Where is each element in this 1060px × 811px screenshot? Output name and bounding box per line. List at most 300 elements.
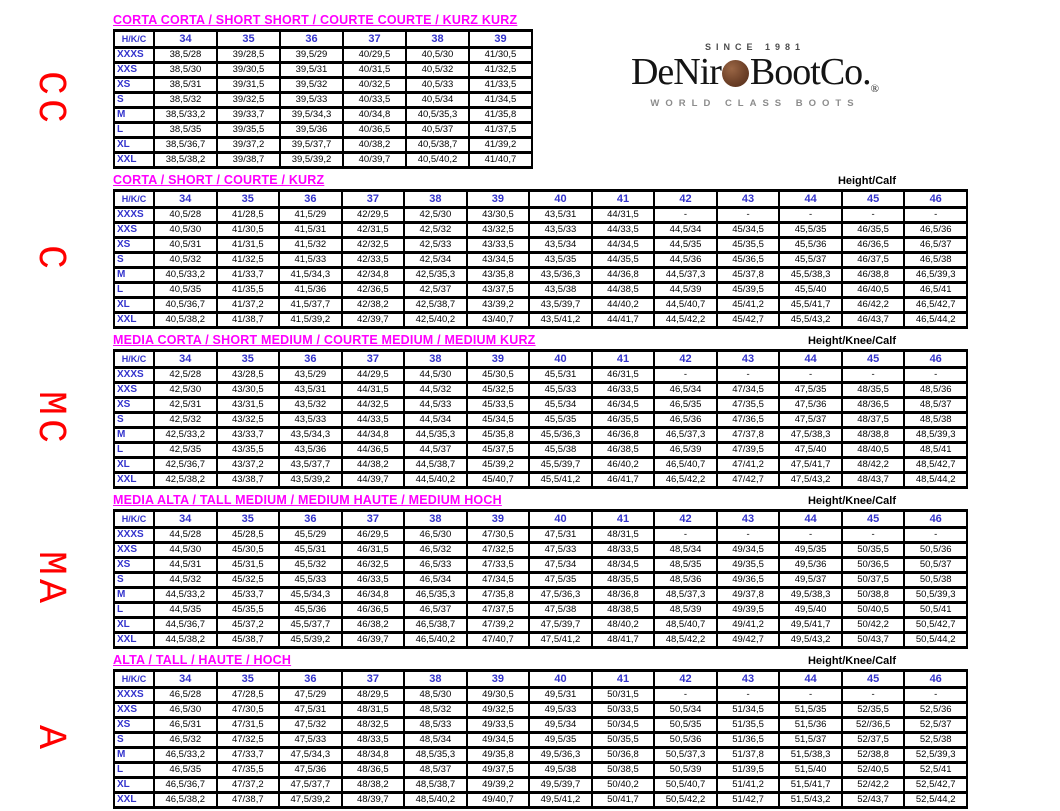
section-corta-corta xyxy=(27,11,968,169)
column-header: 40 xyxy=(529,511,592,528)
column-header: 42 xyxy=(654,511,717,528)
size-cell: 48/34,5 xyxy=(592,558,655,573)
size-cell: 48,5/30 xyxy=(404,688,467,703)
size-cell: 44,5/32 xyxy=(154,573,217,588)
size-cell: 41/37,2 xyxy=(217,298,280,313)
column-header: 45 xyxy=(842,351,905,368)
size-cell: 48/33,5 xyxy=(592,543,655,558)
row-label: XXL xyxy=(114,633,154,648)
size-cell: 48/31,5 xyxy=(592,528,655,543)
size-cell: 44,5/39 xyxy=(654,283,717,298)
size-cell: 43/37,2 xyxy=(217,458,280,473)
size-cell: 40,5/40,2 xyxy=(406,153,469,168)
size-cell: 46/31,5 xyxy=(592,368,655,383)
size-cell: 39,5/29 xyxy=(280,48,343,63)
row-label: XXS xyxy=(114,383,154,398)
size-cell: 43/28,5 xyxy=(217,368,280,383)
size-cell: 40,5/32 xyxy=(406,63,469,78)
column-header: 37 xyxy=(342,351,405,368)
size-cell: 48/36,8 xyxy=(592,588,655,603)
column-header: 46 xyxy=(904,511,967,528)
size-cell: 46,5/37 xyxy=(904,238,967,253)
size-cell: 45,5/32 xyxy=(279,558,342,573)
height-label: Height/Knee/Calf xyxy=(807,495,896,507)
size-cell: 51,5/37 xyxy=(779,733,842,748)
size-cell: 46,5/30 xyxy=(404,528,467,543)
size-table-c xyxy=(113,189,968,329)
size-cell: 50,5/34 xyxy=(654,703,717,718)
size-cell: 50,5/37 xyxy=(904,558,967,573)
size-cell: 47/28,5 xyxy=(217,688,280,703)
size-cell: 41/30,5 xyxy=(469,48,532,63)
size-cell: 47,5/29 xyxy=(279,688,342,703)
size-cell: 46,5/34 xyxy=(404,573,467,588)
column-header: 35 xyxy=(217,351,280,368)
size-cell: 52,5/38 xyxy=(904,733,967,748)
size-cell: 42,5/28 xyxy=(154,368,217,383)
size-cell: 40,5/34 xyxy=(406,93,469,108)
size-cell: 52,5/37 xyxy=(904,718,967,733)
size-cell: 47,5/35 xyxy=(529,573,592,588)
size-cell: 50/41,7 xyxy=(592,793,655,808)
size-cell: 44/32,5 xyxy=(342,398,405,413)
size-cell: - xyxy=(654,688,717,703)
size-cell: 49/42,7 xyxy=(717,633,780,648)
size-cell: 47,5/37 xyxy=(779,413,842,428)
size-cell: 52//36,5 xyxy=(842,718,905,733)
size-cell: 40/31,5 xyxy=(343,63,406,78)
size-cell: 44,5/37 xyxy=(404,443,467,458)
column-header: 34 xyxy=(154,671,217,688)
size-cell: 41,5/37,7 xyxy=(279,298,342,313)
size-cell: 46/39,7 xyxy=(342,633,405,648)
size-cell: 46,5/44,2 xyxy=(904,313,967,328)
size-cell: 48,5/35,3 xyxy=(404,748,467,763)
size-cell: 48/36,5 xyxy=(842,398,905,413)
size-cell: 46,5/40,2 xyxy=(404,633,467,648)
size-cell: - xyxy=(779,528,842,543)
size-cell: 42,5/30 xyxy=(404,208,467,223)
size-cell: - xyxy=(654,528,717,543)
row-label: M xyxy=(114,748,154,763)
column-header: 38 xyxy=(404,511,467,528)
size-cell: 46,5/33 xyxy=(404,558,467,573)
height-label: Height/Calf xyxy=(837,175,896,187)
size-cell: 47/32,5 xyxy=(217,733,280,748)
size-cell: 46,5/31 xyxy=(154,718,217,733)
column-header: 36 xyxy=(279,511,342,528)
size-cell: 47,5/34 xyxy=(529,558,592,573)
size-cell: 42,5/38,7 xyxy=(404,298,467,313)
size-cell: 42/32,5 xyxy=(342,238,405,253)
size-cell: 44/34,8 xyxy=(342,428,405,443)
size-cell: 47/30,5 xyxy=(467,528,530,543)
size-cell: 50,5/42,7 xyxy=(904,618,967,633)
size-cell: 40,5/35 xyxy=(154,283,217,298)
column-header: 39 xyxy=(467,671,530,688)
size-cell: 38,5/36,7 xyxy=(154,138,217,153)
size-cell: 50/42,2 xyxy=(842,618,905,633)
size-cell: 40/34,8 xyxy=(343,108,406,123)
size-cell: 43,5/35 xyxy=(529,253,592,268)
size-cell: 45,5/37 xyxy=(779,253,842,268)
size-cell: 52/38,8 xyxy=(842,748,905,763)
size-cell: 46,5/33,2 xyxy=(154,748,217,763)
size-cell: - xyxy=(904,208,967,223)
size-cell: 45/35,5 xyxy=(717,238,780,253)
size-cell: 47,5/39,2 xyxy=(279,793,342,808)
column-header: 42 xyxy=(654,671,717,688)
size-cell: 43/33,5 xyxy=(467,238,530,253)
size-cell: 41/32,5 xyxy=(217,253,280,268)
row-label: L xyxy=(114,443,154,458)
chart-content xyxy=(27,11,968,811)
size-cell: 48,5/32 xyxy=(404,703,467,718)
size-cell: - xyxy=(904,528,967,543)
size-cell: 51,5/36 xyxy=(779,718,842,733)
size-cell: 45,5/41,7 xyxy=(779,298,842,313)
column-header: 40 xyxy=(529,191,592,208)
size-cell: 49/35,5 xyxy=(717,558,780,573)
column-header: 34 xyxy=(154,191,217,208)
size-cell: 45,5/29 xyxy=(279,528,342,543)
size-cell: 47,5/33 xyxy=(279,733,342,748)
size-cell: 46,5/42,7 xyxy=(904,298,967,313)
size-cell: 48/41,7 xyxy=(592,633,655,648)
size-cell: 52/35,5 xyxy=(842,703,905,718)
size-cell: 39/35,5 xyxy=(217,123,280,138)
size-cell: 42,5/35 xyxy=(154,443,217,458)
size-cell: - xyxy=(842,528,905,543)
column-header: 36 xyxy=(279,351,342,368)
corner-label: H/K/C xyxy=(114,191,154,208)
column-header: 35 xyxy=(217,191,280,208)
size-cell: 49,5/38,3 xyxy=(779,588,842,603)
column-header: 45 xyxy=(842,191,905,208)
size-cell: - xyxy=(717,528,780,543)
size-cell: 41/31,5 xyxy=(217,238,280,253)
size-cell: 51,5/35 xyxy=(779,703,842,718)
size-cell: 41/34,5 xyxy=(469,93,532,108)
size-cell: 45/40,7 xyxy=(467,473,530,488)
size-cell: 49,5/35 xyxy=(529,733,592,748)
size-cell: 49,5/40 xyxy=(779,603,842,618)
size-cell: 52/43,7 xyxy=(842,793,905,808)
row-label: XL xyxy=(114,458,154,473)
section-alta xyxy=(27,651,968,809)
size-cell: 46/42,2 xyxy=(842,298,905,313)
size-cell: 46/32,5 xyxy=(342,558,405,573)
size-cell: 41/30,5 xyxy=(217,223,280,238)
size-cell: 45,5/34 xyxy=(529,398,592,413)
row-label: XXL xyxy=(114,793,154,808)
size-cell: 45/37,8 xyxy=(717,268,780,283)
size-cell: 49/39,5 xyxy=(717,603,780,618)
size-cell: 44,5/37,3 xyxy=(654,268,717,283)
column-header: 34 xyxy=(154,511,217,528)
size-cell: 44,5/33,2 xyxy=(154,588,217,603)
size-cell: 41,5/31 xyxy=(279,223,342,238)
column-header: 41 xyxy=(592,191,655,208)
column-header: 37 xyxy=(342,191,405,208)
size-cell: 41/35,8 xyxy=(469,108,532,123)
size-cell: 46/38,8 xyxy=(842,268,905,283)
row-label: L xyxy=(114,603,154,618)
size-cell: 46/37,5 xyxy=(842,253,905,268)
size-cell: 40,5/31 xyxy=(154,238,217,253)
size-table-cc xyxy=(113,29,533,169)
row-label: XS xyxy=(114,78,154,93)
size-cell: 46/35,5 xyxy=(842,223,905,238)
row-label: L xyxy=(114,283,154,298)
size-cell: 43,5/33 xyxy=(279,413,342,428)
row-label: XS xyxy=(114,718,154,733)
size-cell: 38,5/32 xyxy=(154,93,217,108)
size-cell: 47,5/34,3 xyxy=(279,748,342,763)
column-header: 35 xyxy=(217,511,280,528)
size-cell: 44/40,2 xyxy=(592,298,655,313)
size-cell: 47,5/41,2 xyxy=(529,633,592,648)
row-label: L xyxy=(114,123,154,138)
column-header: 41 xyxy=(592,351,655,368)
size-cell: 45/35,8 xyxy=(467,428,530,443)
size-cell: 48/36,5 xyxy=(342,763,405,778)
size-cell: 52,5/44,2 xyxy=(904,793,967,808)
size-cell: 46,5/36,7 xyxy=(154,778,217,793)
size-cell: 46,5/35 xyxy=(154,763,217,778)
logo-brand-right: BootCo. xyxy=(749,51,871,93)
size-cell: 47,5/37,7 xyxy=(279,778,342,793)
size-cell: 45/41,2 xyxy=(717,298,780,313)
size-cell: 45/33,7 xyxy=(217,588,280,603)
size-cell: 43,5/31 xyxy=(529,208,592,223)
size-cell: 41/28,5 xyxy=(217,208,280,223)
size-cell: 46,5/38,2 xyxy=(154,793,217,808)
size-cell: 38,5/31 xyxy=(154,78,217,93)
size-cell: 48/38,8 xyxy=(842,428,905,443)
size-cell: 47,5/36 xyxy=(779,398,842,413)
size-cell: 49,5/39,7 xyxy=(529,778,592,793)
column-header: 42 xyxy=(654,191,717,208)
column-header: 43 xyxy=(717,511,780,528)
size-cell: 48/32,5 xyxy=(342,718,405,733)
size-cell: 45,5/33 xyxy=(529,383,592,398)
row-label: M xyxy=(114,428,154,443)
size-cell: 40,5/38,2 xyxy=(154,313,217,328)
size-cell: 45/42,7 xyxy=(717,313,780,328)
size-cell: 47,5/39,7 xyxy=(529,618,592,633)
size-cell: 49/36,5 xyxy=(717,573,780,588)
size-cell: 41/37,5 xyxy=(469,123,532,138)
size-cell: 46/40,5 xyxy=(842,283,905,298)
size-cell: 48,5/36 xyxy=(654,573,717,588)
column-header: 39 xyxy=(467,511,530,528)
size-cell: 48,5/38 xyxy=(904,413,967,428)
column-header: 44 xyxy=(779,351,842,368)
size-cell: 45/39,5 xyxy=(717,283,780,298)
row-label: XXL xyxy=(114,153,154,168)
size-cell: 51/35,5 xyxy=(717,718,780,733)
size-cell: 48,5/42,2 xyxy=(654,633,717,648)
size-table-a xyxy=(113,669,968,809)
size-cell: 45/37,2 xyxy=(217,618,280,633)
size-cell: 52,5/41 xyxy=(904,763,967,778)
size-cell: 47/36,5 xyxy=(717,413,780,428)
size-cell: 40,5/33 xyxy=(406,78,469,93)
size-cell: 49/37,5 xyxy=(467,763,530,778)
size-cell: 40/29,5 xyxy=(343,48,406,63)
size-cell: 42,5/33 xyxy=(404,238,467,253)
size-cell: 44/36,5 xyxy=(342,443,405,458)
size-cell: 45,5/31 xyxy=(529,368,592,383)
size-cell: 46,5/37 xyxy=(404,603,467,618)
size-cell: 45,5/35 xyxy=(779,223,842,238)
size-cell: 49,5/31 xyxy=(529,688,592,703)
size-cell: 38,5/28 xyxy=(154,48,217,63)
row-label: S xyxy=(114,733,154,748)
size-cell: 46/36,8 xyxy=(592,428,655,443)
size-cell: 43/37,5 xyxy=(467,283,530,298)
size-cell: - xyxy=(654,208,717,223)
size-cell: 50/36,8 xyxy=(592,748,655,763)
column-header: 40 xyxy=(529,351,592,368)
size-cell: 52,5/42,7 xyxy=(904,778,967,793)
size-cell: 50/36,5 xyxy=(842,558,905,573)
size-cell: 45/28,5 xyxy=(217,528,280,543)
size-cell: 43,5/34,3 xyxy=(279,428,342,443)
size-table-ma xyxy=(113,509,968,649)
size-cell: 44/35,5 xyxy=(592,253,655,268)
column-header: 40 xyxy=(529,671,592,688)
row-label: XXL xyxy=(114,473,154,488)
row-label: XXXS xyxy=(114,48,154,63)
size-cell: 43,5/38 xyxy=(529,283,592,298)
size-cell: 47/40,7 xyxy=(467,633,530,648)
size-cell: 47/34,5 xyxy=(717,383,780,398)
size-cell: - xyxy=(904,688,967,703)
size-cell: 45,5/36,3 xyxy=(529,428,592,443)
size-cell: 48,5/33 xyxy=(404,718,467,733)
size-cell: 40,5/36,7 xyxy=(154,298,217,313)
size-cell: 47/39,5 xyxy=(717,443,780,458)
size-cell: 47/37,5 xyxy=(467,603,530,618)
size-cell: 50,5/44,2 xyxy=(904,633,967,648)
row-label: XS xyxy=(114,558,154,573)
column-header: 38 xyxy=(406,31,469,48)
size-cell: - xyxy=(779,368,842,383)
size-cell: 50/35,5 xyxy=(842,543,905,558)
size-cell: 44,5/32 xyxy=(404,383,467,398)
size-cell: 46,5/30 xyxy=(154,703,217,718)
size-cell: 45/37,5 xyxy=(467,443,530,458)
size-cell: 51,5/40 xyxy=(779,763,842,778)
size-cell: 44/41,7 xyxy=(592,313,655,328)
column-header: 39 xyxy=(467,351,530,368)
logo-tagline: WORLD CLASS BOOTS xyxy=(650,97,860,109)
row-label: XXXS xyxy=(114,528,154,543)
size-cell: - xyxy=(842,208,905,223)
side-label-c: C xyxy=(27,244,72,274)
column-header: 43 xyxy=(717,351,780,368)
column-header: 41 xyxy=(592,671,655,688)
size-cell: 50,5/35 xyxy=(654,718,717,733)
size-cell: 39,5/34,3 xyxy=(280,108,343,123)
size-cell: 48,5/37 xyxy=(404,763,467,778)
logo-since-text: SINCE 1981 xyxy=(704,42,806,52)
size-cell: 45,5/35 xyxy=(529,413,592,428)
size-cell: 39,5/37,7 xyxy=(280,138,343,153)
size-cell: 45/31,5 xyxy=(217,558,280,573)
size-cell: 47,5/33 xyxy=(529,543,592,558)
column-header: 39 xyxy=(469,31,532,48)
size-cell: 40,5/35,3 xyxy=(406,108,469,123)
size-cell: 47/38,7 xyxy=(217,793,280,808)
size-cell: 49/30,5 xyxy=(467,688,530,703)
size-cell: 46,5/36 xyxy=(904,223,967,238)
size-cell: 46,5/42,2 xyxy=(654,473,717,488)
size-cell: 45,5/36 xyxy=(779,238,842,253)
size-cell: 44/36,8 xyxy=(592,268,655,283)
size-cell: 47/31,5 xyxy=(217,718,280,733)
size-cell: 45/32,5 xyxy=(467,383,530,398)
size-cell: 42/31,5 xyxy=(342,223,405,238)
size-cell: 46,5/40,7 xyxy=(654,458,717,473)
size-cell: 41/33,5 xyxy=(469,78,532,93)
section-media-corta xyxy=(27,331,968,489)
size-cell: 52/42,2 xyxy=(842,778,905,793)
size-cell: 48,5/37,3 xyxy=(654,588,717,603)
size-cell: 43/40,7 xyxy=(467,313,530,328)
row-label: XXS xyxy=(114,63,154,78)
size-cell: 49,5/36 xyxy=(779,558,842,573)
column-header: 38 xyxy=(404,191,467,208)
size-cell: 41,5/36 xyxy=(279,283,342,298)
size-cell: 48/40,5 xyxy=(842,443,905,458)
size-cell: 40,5/32 xyxy=(154,253,217,268)
size-cell: 47/41,2 xyxy=(717,458,780,473)
size-cell: 46,5/39,3 xyxy=(904,268,967,283)
corner-label: H/K/C xyxy=(114,351,154,368)
size-cell: 44,5/42,2 xyxy=(654,313,717,328)
row-label: L xyxy=(114,763,154,778)
size-cell: 42,5/37 xyxy=(404,283,467,298)
row-label: S xyxy=(114,413,154,428)
size-cell: 43/31,5 xyxy=(217,398,280,413)
size-cell: 43/34,5 xyxy=(467,253,530,268)
size-cell: 45,5/36 xyxy=(279,603,342,618)
size-cell: 40,5/28 xyxy=(154,208,217,223)
size-cell: 43/35,8 xyxy=(467,268,530,283)
size-cell: 51/42,7 xyxy=(717,793,780,808)
size-cell: 42,5/36,7 xyxy=(154,458,217,473)
size-cell: 44,5/33 xyxy=(404,398,467,413)
column-header: 38 xyxy=(404,351,467,368)
size-cell: 50/38,8 xyxy=(842,588,905,603)
size-cell: 46,5/35 xyxy=(654,398,717,413)
size-cell: 44,5/30 xyxy=(404,368,467,383)
size-cell: 42,5/33,2 xyxy=(154,428,217,443)
row-label: XS xyxy=(114,398,154,413)
size-cell: 51,5/43,2 xyxy=(779,793,842,808)
size-cell: - xyxy=(842,368,905,383)
size-cell: 41/35,5 xyxy=(217,283,280,298)
size-cell: 43/32,5 xyxy=(217,413,280,428)
size-cell: 40/36,5 xyxy=(343,123,406,138)
height-label: Height/Knee/Calf xyxy=(807,335,896,347)
size-cell: 44,5/34 xyxy=(404,413,467,428)
size-cell: 47,5/36 xyxy=(279,763,342,778)
size-cell: 50,5/41 xyxy=(904,603,967,618)
